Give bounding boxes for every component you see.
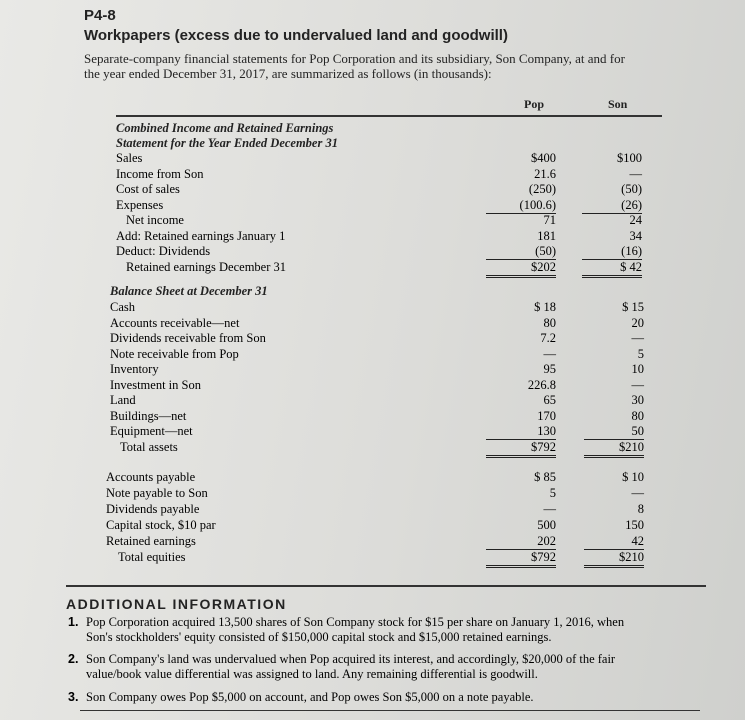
row-label: Expenses: [116, 197, 164, 212]
pop-value: 7.2: [540, 331, 556, 345]
pop-value: 21.6: [534, 166, 556, 181]
pop-value: 226.8: [527, 377, 556, 392]
table-row: [0, 213, 745, 228]
table-row: [0, 440, 745, 455]
son-value: $ 42: [582, 260, 642, 278]
column-header-son: Son: [608, 97, 628, 111]
table-row: [0, 362, 745, 377]
son-value: $210: [584, 550, 644, 568]
pop-value: 80: [543, 315, 556, 330]
row-label: Buildings—net: [110, 408, 187, 423]
pop-value: 95: [543, 362, 556, 376]
row-label: Dividends payable: [106, 502, 200, 516]
table-row: [0, 198, 745, 213]
table-row: [0, 300, 745, 315]
table-row: [0, 378, 745, 393]
table-row: [0, 244, 745, 259]
pop-value: (100.6): [486, 198, 556, 214]
table-row: [0, 502, 745, 517]
table-row: [0, 486, 745, 501]
bottom-rule: [80, 710, 700, 711]
son-value: 24: [629, 213, 642, 227]
table-row: [0, 534, 745, 549]
info-item-line: Son Company's land was undervalued when Pop acquired its interest, and accordingly, $20,000 of the fair: [86, 652, 616, 666]
pop-value: 130: [486, 424, 556, 440]
son-value: —: [629, 166, 642, 181]
son-value: 20: [631, 315, 644, 330]
info-item-number: 3.: [68, 690, 79, 704]
son-value: 5: [637, 346, 644, 361]
son-value: 30: [631, 393, 644, 407]
info-item-number: 2.: [68, 652, 79, 666]
pop-value: $792: [486, 440, 556, 458]
row-label: Retained earnings: [106, 534, 196, 548]
table-row: [0, 331, 745, 346]
table-row: [0, 229, 745, 244]
pop-value: 5: [549, 486, 556, 500]
son-value: 80: [631, 408, 644, 423]
info-item-line: value/book value differential was assigned to land. Any remaining differential is goodwill.: [86, 667, 538, 681]
pop-value: $202: [486, 260, 556, 278]
table-row: [0, 393, 745, 408]
pop-value: $ 18: [534, 300, 556, 314]
son-value: (16): [582, 244, 642, 260]
table-row: [0, 151, 745, 166]
pop-value: —: [543, 502, 556, 516]
header-rule: [116, 115, 662, 117]
table-row: [0, 167, 745, 182]
pop-value: $ 85: [534, 470, 556, 484]
intro-line-2: the year ended December 31, 2017, are summarized as follows (in thousands):: [84, 66, 492, 81]
pop-value: $400: [531, 151, 556, 165]
row-label: Total equities: [118, 550, 186, 564]
pop-value: (250): [528, 182, 556, 196]
row-label: Sales: [116, 151, 143, 165]
table-row: [0, 409, 745, 424]
son-value: 34: [629, 228, 642, 243]
info-item-line: Son's stockholders' equity consisted of $150,000 capital stock and $15,000 retained earnings.: [86, 630, 552, 644]
pop-value: $792: [486, 550, 556, 568]
son-value: (26): [582, 198, 642, 214]
row-label: Land: [110, 393, 136, 407]
row-label: Capital stock, $10 par: [106, 518, 216, 532]
row-label: Deduct: Dividends: [116, 244, 211, 258]
table-row: [0, 470, 745, 485]
pop-value: 181: [537, 228, 556, 243]
row-label: Accounts payable: [106, 470, 196, 484]
son-value: 42: [584, 534, 644, 550]
son-value: —: [631, 331, 644, 345]
pop-value: 500: [537, 518, 556, 532]
pop-value: (50): [486, 244, 556, 260]
row-label: Equipment—net: [110, 424, 193, 438]
balance-heading: Balance Sheet at December 31: [110, 284, 268, 298]
son-value: 50: [584, 424, 644, 440]
column-header-pop: Pop: [524, 97, 545, 111]
pop-value: 65: [543, 393, 556, 407]
son-value: —: [631, 486, 644, 500]
son-value: 8: [637, 502, 644, 516]
table-row: [0, 347, 745, 362]
table-row: [0, 316, 745, 331]
additional-info-heading: ADDITIONAL INFORMATION: [66, 596, 287, 612]
info-item-number: 1.: [68, 615, 79, 629]
row-label: Retained earnings December 31: [126, 259, 287, 274]
pop-value: —: [543, 346, 556, 361]
table-row: [0, 518, 745, 533]
son-value: $210: [584, 440, 644, 458]
problem-id: P4-8: [84, 7, 116, 24]
income-heading-1: Combined Income and Retained Earnings: [116, 121, 334, 135]
row-label: Net income: [126, 213, 184, 227]
son-value: 150: [625, 518, 644, 532]
row-label: Total assets: [120, 439, 178, 454]
row-label: Cash: [110, 300, 135, 314]
problem-title: Workpapers (excess due to undervalued land and goodwill): [84, 27, 508, 44]
son-value: $ 15: [622, 300, 644, 314]
table-row: [0, 550, 745, 565]
income-heading-2: Statement for the Year Ended December 31: [116, 136, 338, 150]
intro-line-1: Separate-company financial statements for Pop Corporation and its subsidiary, Son Company, at and for: [84, 51, 625, 66]
pop-value: 170: [537, 408, 556, 423]
son-value: (50): [621, 182, 642, 196]
section-rule: [66, 585, 706, 587]
row-label: Inventory: [110, 362, 159, 376]
pop-value: 71: [543, 213, 556, 227]
info-item-line: Pop Corporation acquired 13,500 shares of Son Company stock for $15 per share on January 1, 2016, when: [86, 615, 625, 629]
info-item-line: Son Company owes Pop $5,000 on account, and Pop owes Son $5,000 on a note payable.: [86, 690, 534, 704]
son-value: 10: [631, 362, 644, 376]
son-value: $ 10: [622, 470, 644, 484]
row-label: Add: Retained earnings January 1: [116, 228, 286, 243]
row-label: Note receivable from Pop: [110, 346, 239, 361]
son-value: —: [631, 377, 644, 392]
table-row: [0, 424, 745, 439]
row-label: Income from Son: [116, 166, 204, 181]
table-row: [0, 260, 745, 275]
row-label: Accounts receivable—net: [110, 315, 240, 330]
row-label: Investment in Son: [110, 377, 201, 392]
son-value: $100: [617, 151, 642, 165]
row-label: Note payable to Son: [106, 486, 208, 500]
pop-value: 202: [486, 534, 556, 550]
row-label: Cost of sales: [116, 182, 180, 196]
row-label: Dividends receivable from Son: [110, 331, 266, 345]
table-row: [0, 182, 745, 197]
